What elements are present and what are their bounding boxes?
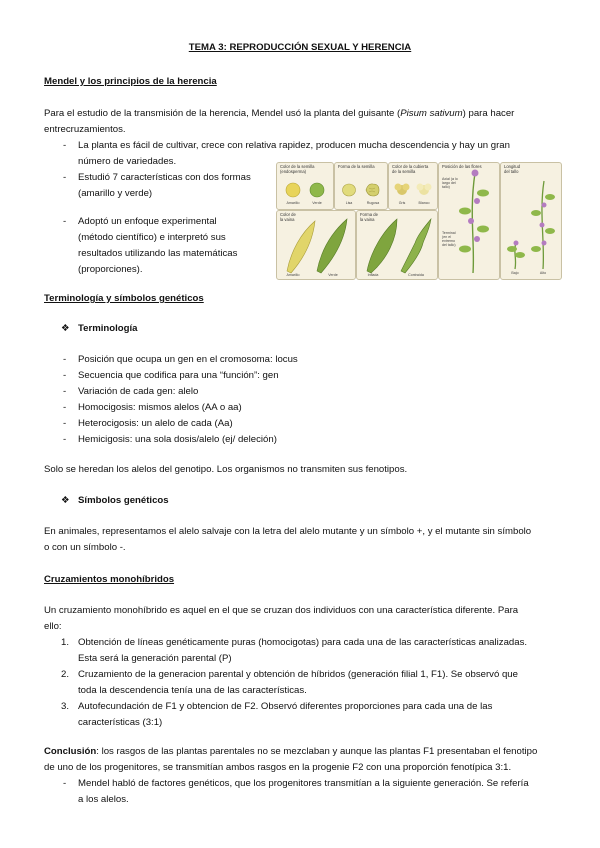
intro-paragraph-line2: entrecruzamientos. [44,124,126,135]
panel-seed-shape: Forma de la semilla Lisa Rugosa [334,162,388,210]
list-item-cont: resultados utilizando las matemáticas [78,248,238,259]
section-heading-mendel: Mendel y los principios de la herencia [44,76,217,87]
page-title: TEMA 3: REPRODUCCIÓN SEXUAL Y HERENCIA [188,42,412,53]
step-item-cont: características (3:1) [78,717,163,728]
list-item-cont: número de variedades. [78,156,177,167]
step-item: 1. Obtención de líneas genéticamente puras (homocigotas) para cada una de las características analizadas. [61,637,528,648]
terminal-flower-icon [472,170,479,177]
list-item: - Adoptó un enfoque experimental [63,216,217,227]
panel-seed-color: Color de la semilla (endosperma) Amarillo Verde [276,162,334,210]
list-item: - Posición que ocupa un gen en el cromosoma: locus [63,354,298,365]
conclusion-paragraph: Conclusión: los rasgos de las plantas parentales no se mezclaban y aunque las plantas F1 presentaban el fenotipo [44,746,538,757]
panel-pod-shape: Forma de la vaina Inflada Contraída [356,210,438,280]
conclusion-paragraph-line2: de uno de los progenitores, se transmitían ambos rasgos en la progenie F2 con una proporción fenotípica 3:1. [44,762,512,773]
yellow-seed-icon [286,183,300,197]
list-item: - Heterocigosis: un alelo de cada (Aa) [63,418,233,429]
panel-flower-position: Posición de las flores Axial (a lo largo del tallo) Terminal (en el extremo del tallo) [438,162,500,280]
gray-flower-icon [395,184,410,196]
stem-length-illustration [501,163,561,279]
yellow-pod-icon [287,221,315,273]
list-item-cont: (amarillo y verde) [78,188,153,199]
list-item: - Mendel habló de factores genéticos, que los progenitores transmitían a la siguiente generación. Se refería [63,778,529,789]
subheading-terminology: ❖ Terminología [78,321,138,337]
list-item: - La planta es fácil de cultivar, crece con relativa rapidez, producen mucha descendencia y hay un gran [63,140,510,151]
green-seed-icon [310,183,324,197]
conclusion-label: Conclusión [44,746,97,757]
section-heading-monohybrid: Cruzamientos monohíbridos [44,574,175,585]
subheading-symbols: ❖ Símbolos genéticos [78,493,169,509]
list-item-cont: (método científico) e interpretó sus [78,232,226,243]
species-name: Pisum sativum [400,108,463,119]
list-item-cont: (proporciones). [78,264,143,275]
green-pod-icon [317,219,347,273]
list-item: - Estudió 7 características con dos formas [63,172,251,183]
monohybrid-intro-line2: ello: [44,621,62,632]
diamond-bullet-icon: ❖ [61,323,70,334]
step-item-cont: Esta será la generación parental (P) [78,653,232,664]
constricted-pod-icon [401,219,431,273]
list-item: - Homocigosis: mismos alelos (AA o aa) [63,402,242,413]
diamond-bullet-icon: ❖ [61,495,70,506]
round-seed-icon [343,184,356,196]
step-item: 2. Cruzamiento de la generacion parental y obtención de híbridos (generación filial 1, F1). Se observó que [61,669,518,680]
step-item: 3. Autofecundación de F1 y obtencion de F2. Observó diferentes proporciones para cada una de las [61,701,493,712]
list-item: - Variación de cada gen: alelo [63,386,199,397]
list-item: - Secuencia que codifica para una “función”: gen [63,370,279,381]
wrinkled-seed-icon [366,184,379,196]
pod-shape-illustration [357,211,437,279]
genotype-note: Solo se heredan los alelos del genotipo. Los organismos no transmiten sus fenotipos. [44,464,408,475]
inflated-pod-icon [367,219,397,273]
panel-pod-color: Color de la vaina Amarillo Verde [276,210,356,280]
pod-color-illustration [277,211,355,279]
step-item-cont: toda la descendencia tenía una de las características. [78,685,307,696]
panel-stem-length: Longitud del tallo Bajo Alto [500,162,562,280]
pea-traits-figure [276,162,560,278]
symbols-paragraph-line2: o con un símbolo -. [44,542,126,553]
monohybrid-intro: Un cruzamiento monohíbrido es aquel en el que se cruzan dos individuos con una característica diferente. Para [44,605,519,616]
panel-seed-coat: Color de la cubierta de la semilla Gris Blanco [388,162,438,210]
intro-paragraph: Para el estudio de la transmisión de la herencia, Mendel usó la planta del guisante (Pisum sativum) para hacer [44,108,515,119]
symbols-paragraph: En animales, representamos el alelo salvaje con la letra del alelo mutante y un símbolo +, y el mutante sin símbolo [44,526,532,537]
white-flower-icon [417,184,432,196]
section-heading-terminology: Terminología y símbolos genéticos [44,293,204,304]
list-item-cont: a los alelos. [78,794,129,805]
list-item: - Hemicigosis: una sola dosis/alelo (ej/ deleción) [63,434,277,445]
